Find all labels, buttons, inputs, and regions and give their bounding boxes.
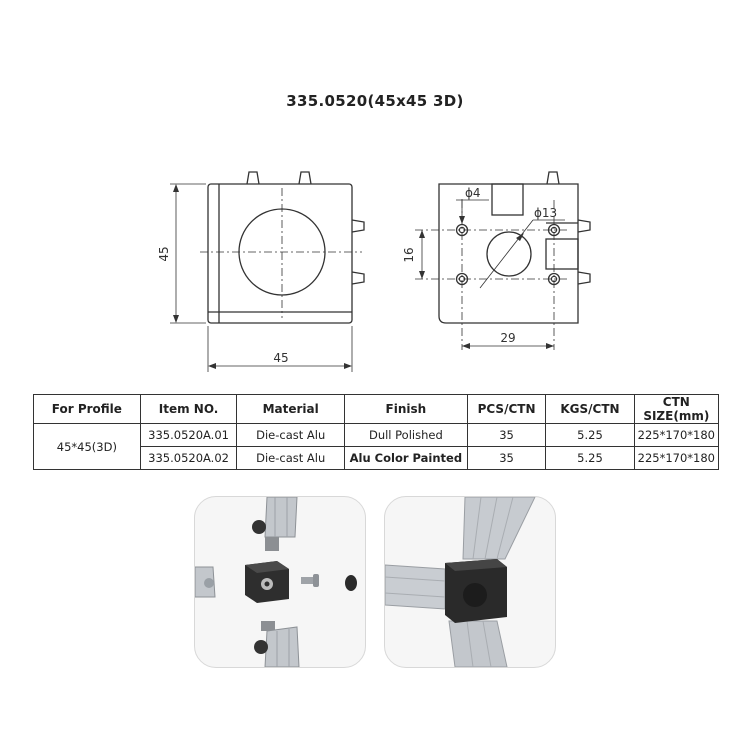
cap-image — [345, 575, 357, 591]
table-row — [34, 424, 719, 447]
side-view — [415, 172, 590, 350]
top-profile-image — [252, 497, 297, 551]
table-header-row — [34, 395, 719, 424]
left-profile-image — [195, 567, 215, 597]
bottom-profile-image — [254, 621, 299, 667]
dim-hole-dia-label: ϕ4 — [465, 186, 481, 200]
assembled-joint-photo — [384, 496, 556, 668]
size-cell: 225*170*180 — [634, 447, 718, 470]
item-cell: 335.0520A.01 — [140, 424, 237, 447]
drawing-title: 335.0520(45x45 3D) — [286, 92, 464, 110]
header-finish: Finish — [344, 395, 467, 424]
dim-width-label: 45 — [273, 351, 289, 365]
front-view — [170, 172, 364, 372]
material-cell: Die-cast Alu — [237, 447, 345, 470]
item-cell: 335.0520A.02 — [140, 447, 237, 470]
lower-profile-image — [449, 621, 507, 667]
pcs-cell: 35 — [467, 447, 546, 470]
size-cell: 225*170*180 — [634, 424, 718, 447]
assembled-connector-image — [445, 559, 507, 623]
exploded-assembly-photo — [194, 496, 366, 668]
finish-cell: Alu Color Painted — [344, 447, 467, 470]
header-pcs: PCS/CTN — [467, 395, 546, 424]
dim-height-label: 45 — [157, 246, 171, 262]
header-item: Item NO. — [140, 395, 237, 424]
dim-spacing-h-label: 29 — [500, 331, 516, 345]
dim-spacing-v-label: 16 — [402, 247, 416, 263]
kgs-cell: 5.25 — [546, 447, 634, 470]
horizontal-profile-image — [385, 565, 445, 609]
dim-center-dia-label: ϕ13 — [534, 206, 558, 220]
header-kgs: KGS/CTN — [546, 395, 634, 424]
connector-cube-image — [245, 561, 289, 603]
bolt-image — [301, 574, 319, 587]
spec-table — [33, 394, 719, 470]
material-cell: Die-cast Alu — [237, 424, 345, 447]
header-profile: For Profile — [34, 395, 141, 424]
finish-cell: Dull Polished — [344, 424, 467, 447]
header-size: CTN SIZE(mm) — [634, 395, 718, 424]
kgs-cell: 5.25 — [546, 424, 634, 447]
profile-cell: 45*45(3D) — [34, 424, 141, 470]
pcs-cell: 35 — [467, 424, 546, 447]
header-material: Material — [237, 395, 345, 424]
vertical-profile-image — [463, 497, 535, 559]
